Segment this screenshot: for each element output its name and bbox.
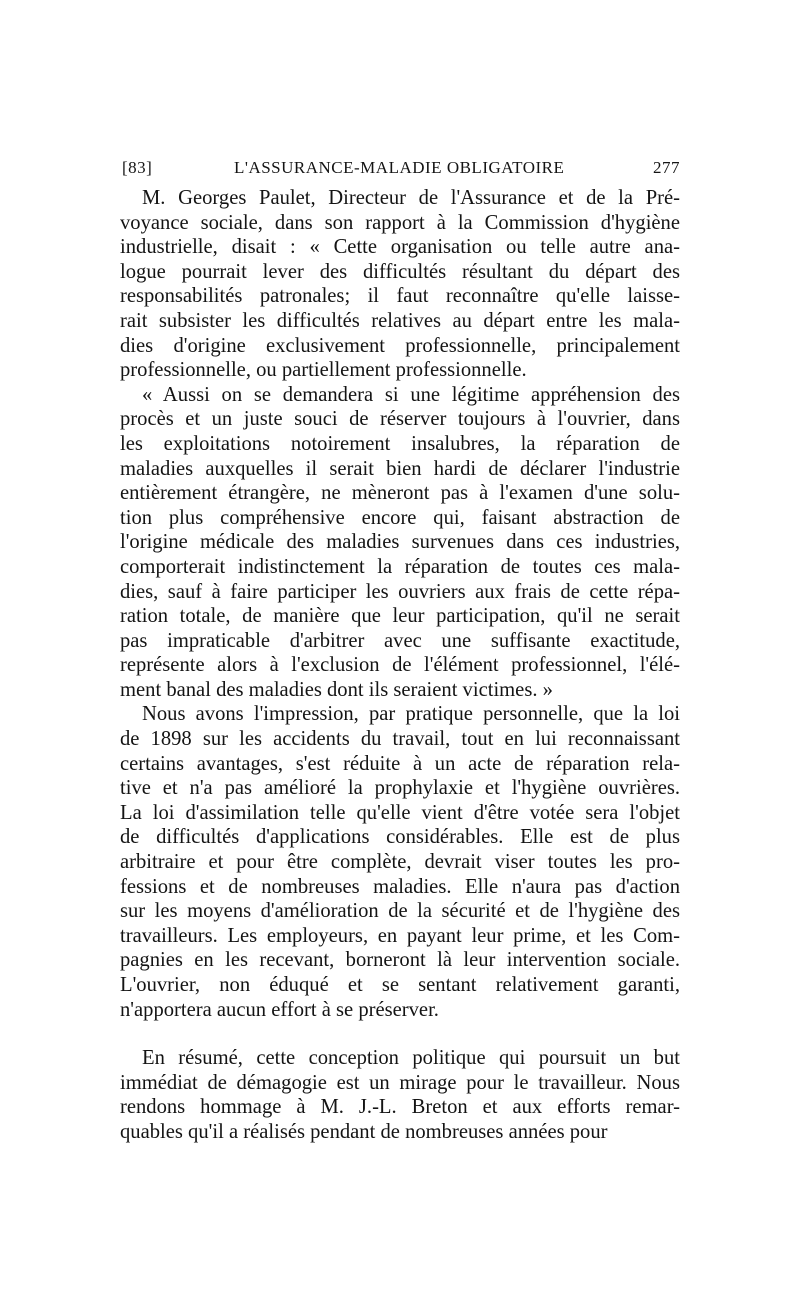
text-line: pagnies en les recevant, borneront là leur intervention sociale. — [120, 949, 680, 972]
text-line: rendons hommage à M. J.-L. Breton et aux efforts remar- — [120, 1096, 680, 1119]
text-line: responsabilités patronales; il faut reconnaître qu'elle laisse- — [120, 285, 680, 308]
text-line: n'apportera aucun effort à se préserver. — [120, 998, 439, 1021]
text-line: de 1898 sur les accidents du travail, tout en lui reconnaissant — [120, 728, 680, 751]
text-line: ration totale, de manière que leur participation, qu'il ne serait — [120, 605, 680, 628]
paragraph — [120, 383, 680, 703]
text-line: entièrement étrangère, ne mèneront pas à l'examen d'une solu- — [120, 482, 680, 505]
text-line: sur les moyens d'amélioration de la sécurité et de l'hygiène des — [120, 900, 680, 923]
paragraph — [120, 702, 680, 1022]
text-line: travailleurs. Les employeurs, en payant leur prime, et les Com- — [120, 924, 680, 947]
text-line: tion plus compréhensive encore qui, faisant abstraction de — [120, 506, 680, 529]
text-line: En résumé, cette conception politique qui poursuit un but — [142, 1047, 680, 1070]
paragraph-gap — [120, 1022, 680, 1046]
text-line: certains avantages, s'est réduite à un acte de réparation rela- — [120, 752, 680, 775]
text-line: de difficultés d'applications considérables. Elle est de plus — [120, 826, 680, 849]
text-line: procès et un juste souci de réserver toujours à l'ouvrier, dans — [120, 408, 680, 431]
text-line: dies, sauf à faire participer les ouvriers aux frais de cette répa- — [120, 580, 680, 603]
text-line: immédiat de démagogie est un mirage pour le travailleur. Nous — [120, 1071, 680, 1094]
text-line: fessions et de nombreuses maladies. Elle n'aura pas d'action — [120, 875, 680, 898]
text-line: l'origine médicale des maladies survenues dans ces industries, — [120, 531, 680, 554]
text-line: quables qu'il a réalisés pendant de nombreuses années pour — [120, 1120, 608, 1143]
text-line: voyance sociale, dans son rapport à la Commission d'hygiène — [120, 211, 680, 234]
text-line: ment banal des maladies dont ils seraient victimes. » — [120, 678, 553, 701]
text-line: les exploitations notoirement insalubres, la réparation de — [120, 432, 680, 455]
text-line: arbitraire et pour être complète, devrait viser toutes les pro- — [120, 851, 680, 874]
running-title: L'ASSURANCE-MALADIE OBLIGATOIRE — [234, 158, 565, 177]
text-line: L'ouvrier, non éduqué et se sentant relativement garanti, — [120, 974, 680, 996]
text-line: La loi d'assimilation telle qu'elle vient d'être votée sera l'objet — [120, 801, 680, 824]
text-line: Nous avons l'impression, par pratique personnelle, que la loi — [142, 703, 680, 726]
text-line: M. Georges Paulet, Directeur de l'Assurance et de la Pré- — [142, 187, 680, 209]
text-line: comporterait indistinctement la réparation de toutes ces mala- — [120, 555, 680, 578]
page-number: 277 — [653, 158, 680, 177]
text-line: dies d'origine exclusivement professionnelle, principalement — [120, 334, 680, 357]
text-line: rait subsister les difficultés relatives au départ entre les mala- — [120, 309, 680, 332]
section-number: [83] — [122, 158, 153, 177]
paragraph — [120, 186, 680, 383]
text-line: professionnelle, ou partiellement professionnelle. — [120, 359, 527, 382]
text-line: maladies auxquelles il serait bien hardi de déclarer l'industrie — [120, 457, 680, 480]
paragraph — [120, 1046, 680, 1144]
text-line: industrielle, disait : « Cette organisation ou telle autre ana- — [120, 236, 680, 259]
running-head — [122, 158, 680, 184]
text-line: logue pourrait lever des difficultés résultant du départ des — [120, 260, 680, 283]
text-line: pas impraticable d'arbitrer avec une suffisante exactitude, — [120, 629, 680, 652]
text-line: tive et n'a pas amélioré la prophylaxie et l'hygiène ouvrières. — [120, 777, 680, 800]
text-line: « Aussi on se demandera si une légitime appréhension des — [142, 383, 680, 406]
text-line: représente alors à l'exclusion de l'élément professionnel, l'élé- — [120, 654, 680, 677]
body-text — [120, 186, 680, 1145]
